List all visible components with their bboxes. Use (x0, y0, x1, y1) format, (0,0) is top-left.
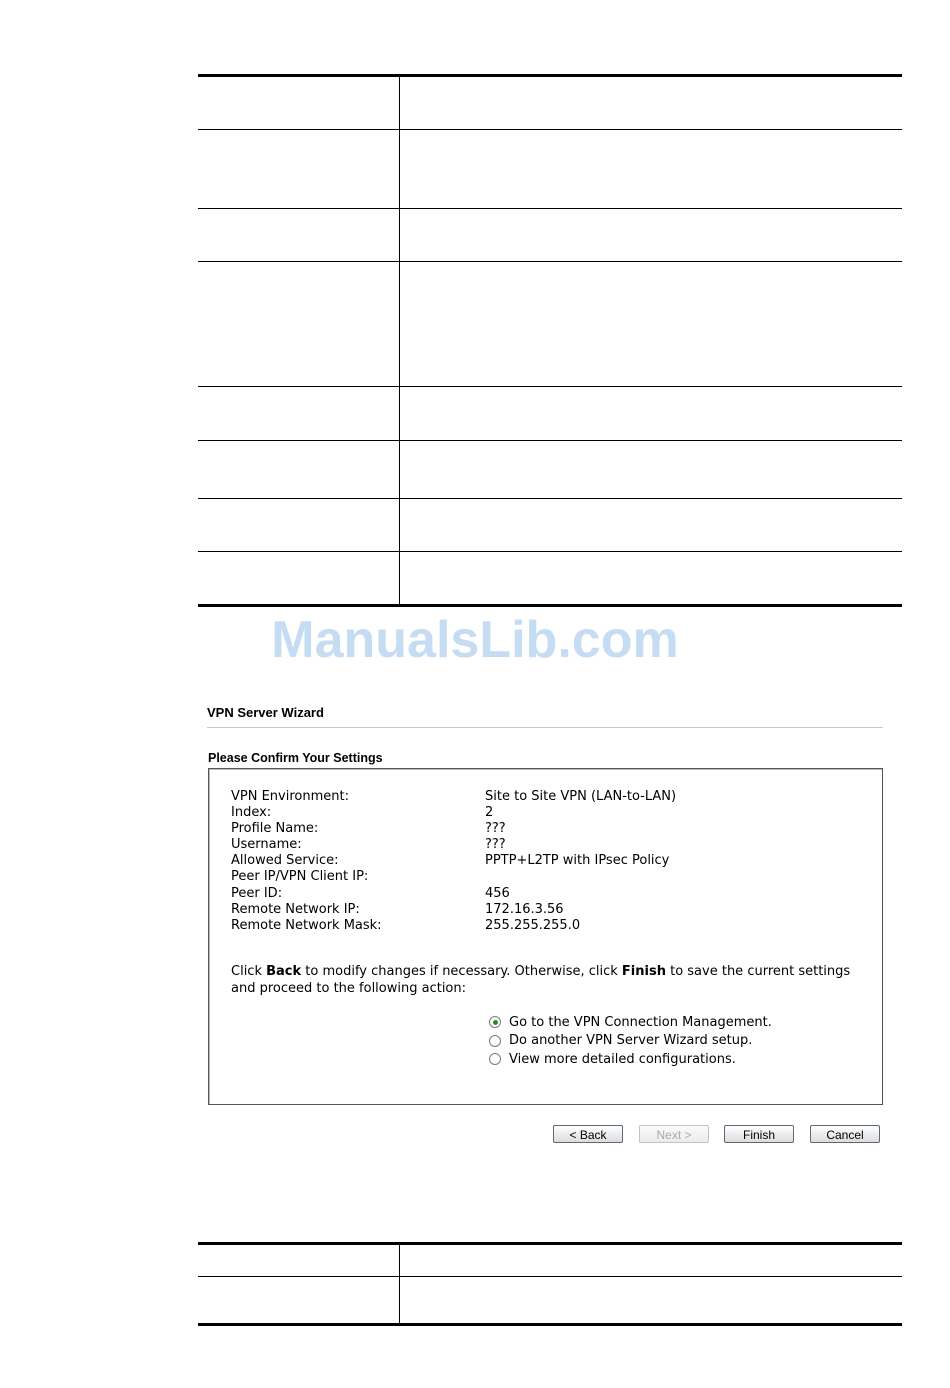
note-text: to modify changes if necessary. Otherwise, click (301, 964, 622, 979)
back-button[interactable]: < Back (553, 1125, 623, 1143)
table-top-border (198, 74, 902, 77)
table-top-border (198, 1242, 902, 1245)
setting-label: Profile Name: (231, 821, 319, 837)
table-row-divider (198, 208, 902, 209)
setting-label: Username: (231, 837, 302, 853)
table-row-divider (198, 440, 902, 441)
setting-value: ??? (485, 821, 506, 837)
confirm-settings-panel (208, 768, 883, 1105)
confirm-settings-title: Please Confirm Your Settings (208, 751, 383, 765)
setting-value: 2 (485, 805, 494, 821)
table-row-divider (198, 129, 902, 130)
table-row-divider (198, 498, 902, 499)
note-text: to save the current settings and proceed to the following action: (231, 964, 851, 996)
setting-value: 255.255.255.0 (485, 917, 581, 933)
option-another-wizard-setup[interactable] (489, 1032, 772, 1051)
table-column-divider (399, 76, 400, 606)
setting-value: PPTP+L2TP with IPsec Policy (485, 853, 670, 869)
setting-label: Allowed Service: (231, 853, 339, 869)
setting-label: Peer IP/VPN Client IP: (231, 869, 369, 885)
setting-value: Site to Site VPN (LAN-to-LAN) (485, 789, 677, 804)
table-bottom-border (198, 1323, 902, 1326)
next-action-options (489, 1013, 772, 1069)
setting-value: ??? (485, 837, 506, 853)
setting-value: 456 (485, 885, 510, 901)
note-finish-word: Finish (621, 964, 666, 979)
watermark: ManualsLib.com (271, 611, 679, 669)
cancel-button[interactable]: Cancel (810, 1125, 880, 1143)
next-button[interactable]: Next > (639, 1125, 709, 1143)
radio-unselected-icon[interactable] (489, 1053, 501, 1065)
setting-label: Peer ID: (231, 885, 283, 901)
table-bottom-border (198, 604, 902, 607)
wizard-title: VPN Server Wizard (207, 705, 324, 720)
setting-label: Remote Network IP: (231, 901, 360, 917)
note-text: Click (231, 964, 267, 979)
option-vpn-connection-management[interactable] (489, 1013, 772, 1032)
radio-selected-icon[interactable] (489, 1016, 501, 1028)
table-row-divider (198, 261, 902, 262)
option-label: Do another VPN Server Wizard setup. (509, 1033, 753, 1049)
option-label: Go to the VPN Connection Management. (509, 1014, 772, 1030)
table-row-divider (198, 386, 902, 387)
table-column-divider (399, 1244, 400, 1325)
instruction-text (231, 963, 871, 997)
setting-label: Remote Network Mask: (231, 917, 382, 933)
option-label: View more detailed configurations. (509, 1051, 736, 1067)
setting-label: VPN Environment: (231, 789, 349, 804)
table-row-divider (198, 1276, 902, 1277)
setting-label: Index: (231, 805, 272, 821)
setting-value: 172.16.3.56 (485, 901, 564, 917)
wizard-title-separator (207, 727, 883, 728)
option-detailed-configurations[interactable] (489, 1050, 772, 1069)
table-row-divider (198, 551, 902, 552)
note-back-word: Back (266, 964, 302, 979)
finish-button[interactable]: Finish (724, 1125, 794, 1143)
radio-unselected-icon[interactable] (489, 1035, 501, 1047)
